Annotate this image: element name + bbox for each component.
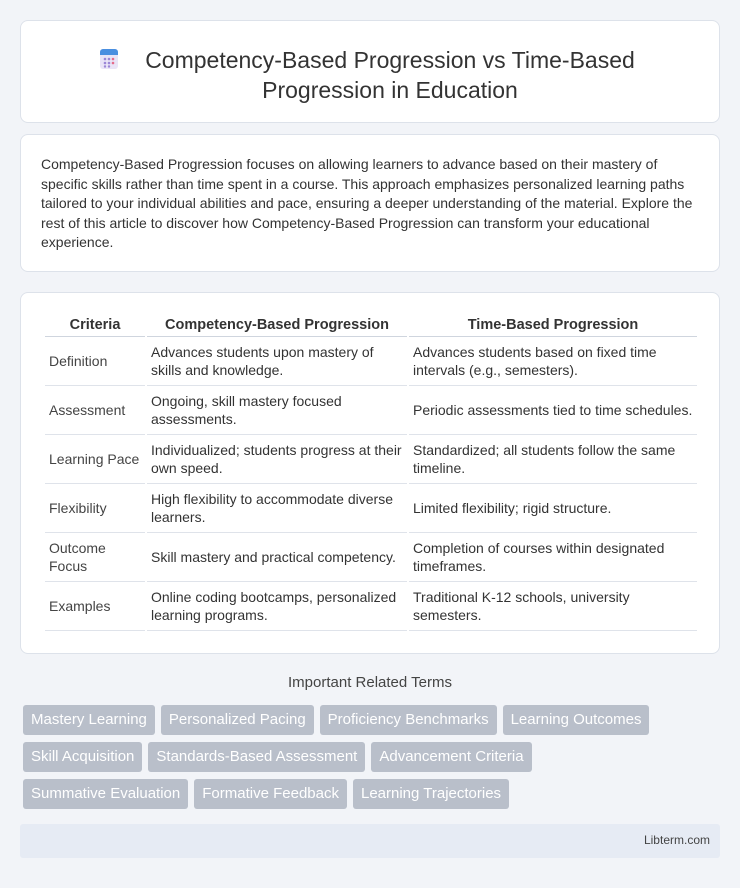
comparison-table-card (20, 292, 720, 654)
cell-criteria: Flexibility (45, 484, 145, 533)
cell-time: Limited flexibility; rigid structure. (409, 484, 697, 533)
cell-time: Standardized; all students follow the same timeline. (409, 435, 697, 484)
table-row (45, 386, 697, 435)
cell-competency: High flexibility to accommodate diverse learners. (147, 484, 407, 533)
tag-learning-trajectories[interactable]: Learning Trajectories (353, 779, 509, 809)
tag-summative-evaluation[interactable]: Summative Evaluation (23, 779, 188, 809)
table-row (45, 435, 697, 484)
table-row (45, 337, 697, 386)
tag-personalized-pacing[interactable]: Personalized Pacing (161, 705, 314, 735)
cell-competency: Individualized; students progress at their own speed. (147, 435, 407, 484)
page-title: Competency-Based Progression vs Time-Based Progression in Education (145, 47, 635, 103)
related-terms-heading: Important Related Terms (288, 674, 452, 691)
intro-card (20, 134, 720, 272)
cell-competency: Advances students upon mastery of skills and knowledge. (147, 337, 407, 386)
comparison-table (43, 315, 699, 631)
cell-criteria: Outcome Focus (45, 533, 145, 582)
cell-competency: Ongoing, skill mastery focused assessments. (147, 386, 407, 435)
cell-competency: Skill mastery and practical competency. (147, 533, 407, 582)
tag-row (23, 742, 723, 772)
tag-skill-acquisition[interactable]: Skill Acquisition (23, 742, 142, 772)
column-header-time: Time-Based Progression (409, 315, 697, 337)
tag-learning-outcomes[interactable]: Learning Outcomes (503, 705, 650, 735)
cell-criteria: Examples (45, 582, 145, 631)
cell-criteria: Assessment (45, 386, 145, 435)
cell-time: Traditional K-12 schools, university semesters. (409, 582, 697, 631)
intro-paragraph: Competency-Based Progression focuses on allowing learners to advance based on their mastery of specific skills rather than time spent in a course. This approach emphasizes personalized learning paths tailored to your individual abilities and pace, ensuring a deeper understanding of the material. Explore the rest of this article to discover how Competency-Based Progression can transform your educational experience. (41, 156, 693, 251)
cell-criteria: Definition (45, 337, 145, 386)
column-header-competency: Competency-Based Progression (147, 315, 407, 337)
tag-mastery-learning[interactable]: Mastery Learning (23, 705, 155, 735)
title-card (20, 20, 720, 123)
table-row (45, 484, 697, 533)
table-row (45, 533, 697, 582)
cell-time: Advances students based on fixed time intervals (e.g., semesters). (409, 337, 697, 386)
tag-advancement-criteria[interactable]: Advancement Criteria (371, 742, 531, 772)
table-header-row (45, 315, 697, 337)
tag-standards-based-assessment[interactable]: Standards-Based Assessment (148, 742, 365, 772)
column-header-criteria: Criteria (45, 315, 145, 337)
cell-time: Completion of courses within designated timeframes. (409, 533, 697, 582)
cell-competency: Online coding bootcamps, personalized learning programs. (147, 582, 407, 631)
cell-time: Periodic assessments tied to time schedules. (409, 386, 697, 435)
footer-site-link[interactable]: Libterm.com (643, 833, 710, 847)
related-terms-tags (23, 705, 723, 816)
tag-row (23, 779, 723, 809)
footer (20, 824, 720, 858)
table-row (45, 582, 697, 631)
cell-criteria: Learning Pace (45, 435, 145, 484)
tag-formative-feedback[interactable]: Formative Feedback (194, 779, 347, 809)
tag-proficiency-benchmarks[interactable]: Proficiency Benchmarks (320, 705, 497, 735)
tag-row (23, 705, 723, 735)
